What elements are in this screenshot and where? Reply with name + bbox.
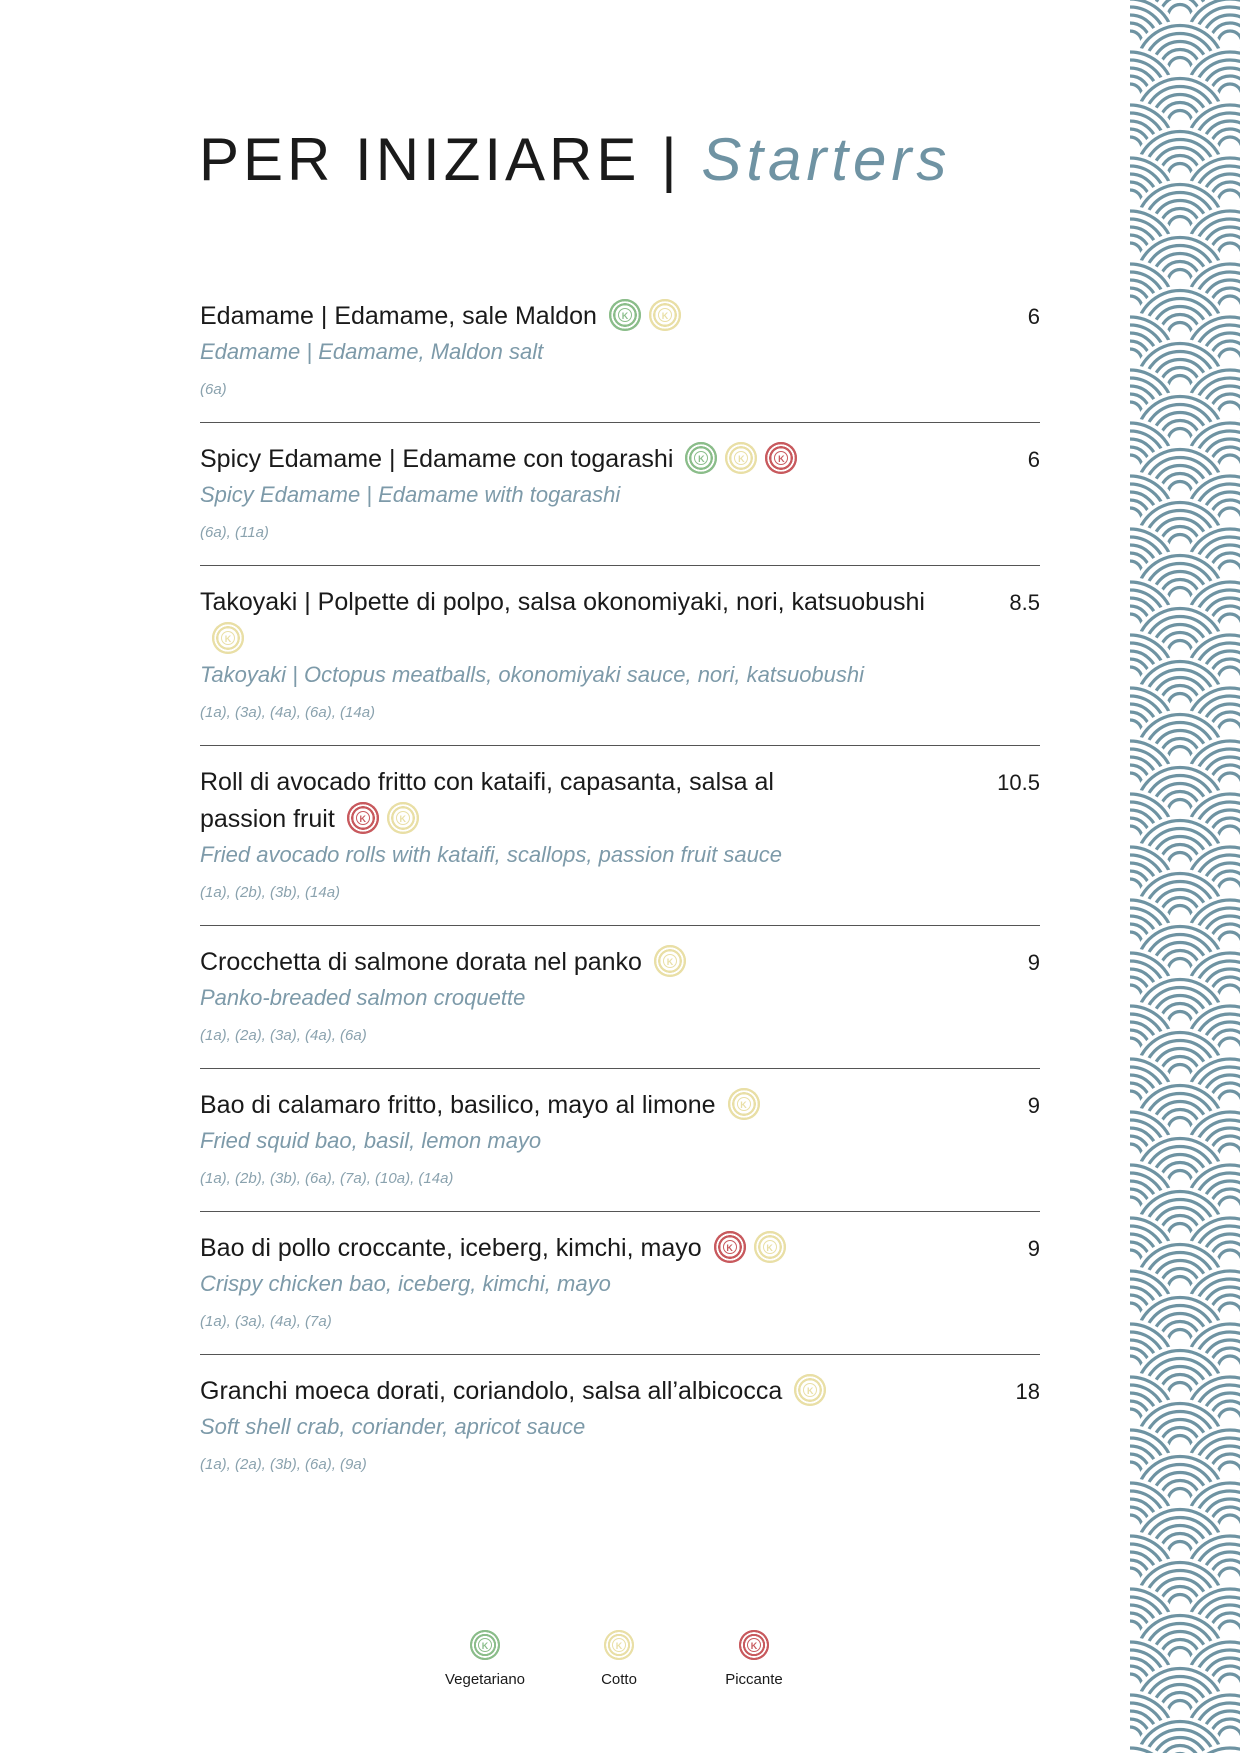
menu-item-name — [200, 441, 797, 478]
veg-badge-icon: K — [685, 442, 717, 474]
menu-item — [200, 566, 1040, 746]
spicy-badge-icon: K — [347, 802, 379, 834]
cooked-badge-icon: K — [654, 945, 686, 977]
cooked-badge-icon: K — [649, 299, 681, 331]
legend-item-spicy — [694, 1630, 814, 1688]
menu-list — [200, 280, 1040, 1474]
menu-item-name — [200, 764, 820, 838]
spicy-badge-icon: K — [765, 442, 797, 474]
spicy-badge-icon: K — [714, 1231, 746, 1263]
menu-item-english: Fried squid bao, basil, lemon mayo — [200, 1128, 542, 1153]
menu-item-name — [200, 584, 930, 658]
menu-item-badges — [347, 802, 419, 834]
menu-item-badges — [212, 622, 244, 654]
menu-item-english: Fried avocado rolls with kataifi, scallops, passion fruit sauce — [200, 842, 783, 867]
menu-item-name-text: Granchi moeca dorati, coriandolo, salsa all’albicocca — [200, 1377, 783, 1405]
menu-item-name — [200, 1373, 826, 1410]
menu-item-english: Crispy chicken bao, iceberg, kimchi, mayo — [200, 1271, 611, 1296]
cooked-badge-icon: K — [387, 802, 419, 834]
title-separator: | — [661, 126, 681, 193]
menu-item — [200, 280, 1040, 423]
page-title — [199, 126, 952, 193]
menu-item-price: 6 — [1027, 447, 1040, 472]
menu-item-badges — [728, 1088, 760, 1120]
legend-item-cooked — [559, 1630, 679, 1688]
menu-item-allergens: (1a), (2a), (3b), (6a), (9a) — [200, 1456, 367, 1473]
cooked-badge-icon: K — [728, 1088, 760, 1120]
menu-item-name-text: Roll di avocado fritto con kataifi, capasanta, salsa al passion fruit — [200, 768, 774, 833]
cooked-badge-icon: K — [604, 1630, 634, 1660]
menu-item-name — [200, 1087, 760, 1124]
menu-item-header — [200, 441, 1040, 478]
menu-item-name-text: Takoyaki | Polpette di polpo, salsa okonomiyaki, nori, katsuobushi — [200, 588, 925, 616]
menu-item-header — [200, 1230, 1040, 1267]
legend-item-veg — [425, 1630, 545, 1688]
menu-item-header — [200, 764, 1040, 838]
menu-item-badges — [685, 442, 797, 474]
title-italian: PER INIZIARE — [199, 126, 641, 193]
legend-label: Piccante — [725, 1671, 783, 1688]
menu-item-name — [200, 944, 686, 981]
menu-item-english: Panko-breaded salmon croquette — [200, 985, 526, 1010]
menu-item-allergens: (6a) — [200, 381, 227, 398]
wave-pattern-border — [1130, 0, 1240, 1753]
spicy-badge-icon: K — [739, 1630, 769, 1660]
menu-item-badges — [609, 299, 681, 331]
menu-item-badges — [654, 945, 686, 977]
menu-item — [200, 423, 1040, 566]
menu-item-name-text: Crocchetta di salmone dorata nel panko — [200, 948, 642, 976]
menu-item-price: 18 — [1015, 1379, 1040, 1404]
menu-item-allergens: (1a), (3a), (4a), (6a), (14a) — [200, 704, 376, 721]
legend-label: Vegetariano — [444, 1671, 526, 1688]
menu-item-header — [200, 584, 1040, 658]
menu-item-price: 8.5 — [1009, 590, 1040, 615]
menu-item-name-text: Spicy Edamame | Edamame con togarashi — [200, 445, 674, 473]
menu-item — [200, 746, 1040, 926]
menu-item-name-text: Bao di pollo croccante, iceberg, kimchi, mayo — [200, 1234, 702, 1262]
menu-item — [200, 1355, 1040, 1474]
menu-item-badges — [794, 1374, 826, 1406]
menu-item-price: 9 — [1027, 950, 1040, 975]
menu-item-price: 9 — [1027, 1236, 1040, 1261]
menu-item-english: Takoyaki | Octopus meatballs, okonomiyaki sauce, nori, katsuobushi — [200, 662, 865, 687]
menu-item-english: Edamame | Edamame, Maldon salt — [200, 339, 544, 364]
menu-item-header — [200, 298, 1040, 335]
menu-item-name-text: Bao di calamaro fritto, basilico, mayo al limone — [200, 1091, 716, 1119]
menu-item-name — [200, 1230, 786, 1267]
menu-item-name — [200, 298, 681, 335]
cooked-badge-icon: K — [754, 1231, 786, 1263]
menu-item-name-text: Edamame | Edamame, sale Maldon — [200, 302, 597, 330]
veg-badge-icon: K — [609, 299, 641, 331]
menu-item-allergens: (6a), (11a) — [200, 524, 269, 541]
cooked-badge-icon: K — [725, 442, 757, 474]
menu-item-english: Spicy Edamame | Edamame with togarashi — [200, 482, 621, 507]
menu-item-price: 9 — [1027, 1093, 1040, 1118]
cooked-badge-icon: K — [212, 622, 244, 654]
veg-badge-icon: K — [470, 1630, 500, 1660]
menu-item — [200, 926, 1040, 1069]
menu-item-allergens: (1a), (2b), (3b), (14a) — [200, 884, 341, 901]
menu-item — [200, 1212, 1040, 1355]
menu-item-allergens: (1a), (2a), (3a), (4a), (6a) — [200, 1027, 367, 1044]
menu-item-header — [200, 1373, 1040, 1410]
menu-item-price: 6 — [1027, 304, 1040, 329]
menu-item-allergens: (1a), (3a), (4a), (7a) — [200, 1313, 332, 1330]
menu-item-header — [200, 1087, 1040, 1124]
menu-item-price: 10.5 — [997, 770, 1040, 795]
cooked-badge-icon: K — [794, 1374, 826, 1406]
legend-label: Cotto — [601, 1671, 637, 1688]
menu-item-badges — [714, 1231, 786, 1263]
menu-item-allergens: (1a), (2b), (3b), (6a), (7a), (10a), (14a) — [200, 1170, 454, 1187]
title-english: Starters — [701, 126, 952, 193]
menu-item-english: Soft shell crab, coriander, apricot sauce — [200, 1414, 586, 1439]
menu-item — [200, 1069, 1040, 1212]
menu-item-header — [200, 944, 1040, 981]
